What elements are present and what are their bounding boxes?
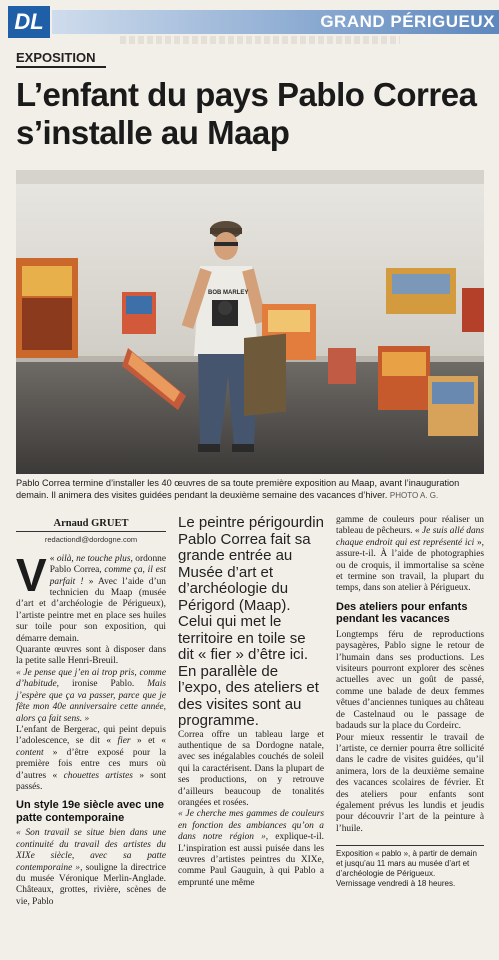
kicker: EXPOSITION — [16, 50, 96, 65]
dl-logo[interactable]: DL — [8, 6, 50, 38]
headline: L’enfant du pays Pablo Correa s’installe au Maap — [16, 76, 477, 151]
column-2 — [178, 515, 324, 889]
painting-mid — [328, 348, 356, 384]
info-box — [336, 845, 484, 889]
column-3 — [336, 515, 484, 889]
photo-credit: PHOTO A. G. — [389, 491, 439, 500]
exhibition-dates: Exposition « pablo », à partir de demain et jusqu’au 11 mars au musée d’art et d’archéologie de Périgueux. — [336, 849, 477, 879]
drop-cap: V — [16, 548, 47, 601]
author-name: Arnaud GRUET — [53, 518, 129, 529]
article-photo — [16, 170, 484, 474]
paragraph: L’enfant de Bergerac, qui peint depuis l’adolescence, se dit « fier » et « content » d’être exposé pour la première fois entre ces murs où d’autres « chouettes artistes » sont passés. — [16, 724, 166, 792]
column-1 — [16, 518, 166, 908]
painting-standing — [244, 334, 286, 416]
paragraph: Longtemps féru de reproductions paysagères, Pablo signe le retour de l’humain dans ses productions. Les visiteurs pourront explorer des scènes actuelles avec un goût de passé, comme une balade de deux femmes vêtues d’anciennes tuniques au château de Castelnaud ou le passage de badauds sur la place du Cordeirc. — [336, 629, 484, 732]
paragraph: Quarante œuvres sont à disposer dans la petite salle Henri-Breuil. — [16, 645, 166, 667]
photo-caption — [16, 477, 486, 502]
lead-paragraph: Le peintre périgourdin Pablo Correa fait sa grande entrée au Musée d’art et d’archéologie du Périgord (Maap). Celui qui met le territoire en toile se dit « fier » d’être ici. En parallèle de l’expo, des ateliers et des visites sont au programme. — [178, 514, 324, 729]
gallery-illustration — [16, 170, 484, 474]
painting-left-small — [122, 292, 156, 334]
caption-text: Pablo Correa termine d’installer les 40 œuvres de sa toute première exposition au Maap, avant l’inauguration demain. Il animera des visites guidées pendant la deuxième semaine des vacances d’hiver. — [16, 478, 460, 500]
vernissage-time: Vernissage vendredi à 18 heures. — [336, 879, 456, 889]
author-email[interactable]: redactiondl@dordogne.com — [44, 535, 138, 545]
paragraph: « Je cherche mes gammes de couleurs en fonction des ambiances qu’on a dans notre région », explique-t-il. L’inspiration est aussi puisée dans les œuvres d’artistes peintres du XIXe, comme Paul Gauguin, à qui Pablo a emprunté une même — [178, 809, 324, 888]
subhead-style: Un style 19e siècle avec une patte contemporaine — [16, 799, 164, 824]
masthead — [0, 0, 499, 44]
paragraph: « Son travail se situe bien dans une continuité du travail des artistes du XIXe siècle, avec sa patte contemporaine », souligne la directrice du musée Véronique Merlin-Anglade. Châteaux, grottes, rivière, scènes de vie, Pablo — [16, 828, 166, 907]
kicker-rule — [16, 66, 106, 68]
paragraph: Correa offre un tableau large et authentique de sa Dordogne natale, avec ses inégalables couchés de soleil qui la caractérisent. Dans la plupart de ses productions, on y retrouve d’ailleurs beaucoup de tonalités orangées et rosées. — [178, 729, 324, 808]
subhead-workshops: Des ateliers pour enfants pendant les vacances — [336, 600, 468, 626]
paragraph: gamme de couleurs pour réaliser un tableau de pêcheurs. « Je suis allé dans chaque endroit qui est représenté ici », assure-t-il. À l’aide de photographies ou de croquis, il immortalise sa scène et termine son travail, la plupart du temps, dans son atelier à Périgueux. — [336, 515, 485, 594]
tshirt-text: BOB MARLEY — [208, 290, 249, 296]
paragraph: « Je pense que j’en ai trop pris, comme d’habitude, ironise Pablo. Mais j’espère que ça va passer, parce que je fête mon 40e anniversaire cette année, alors ça fait sens. » — [16, 667, 166, 724]
show-through-text — [120, 36, 400, 44]
paragraph: Pour mieux ressentir le travail de l’artiste, ce dernier pourra être sollicité dans le cadre de visites guidées, qu’il animera, lors de la deuxième semaine des vacances scolaires de février. Et des ateliers pour enfants sont également prévus les lundis et jeudis pour découvrir l’art de la peinture à l’huile. — [336, 732, 484, 834]
paragraph: V « oilà, ne touche plus, ordonne Pablo Correa, comme ça, il est parfait ! » Avec l’aide d’un technicien du Maap (musée d’art et d’archéologie de Périgueux), l’artiste peintre met en place ses huiles sur toile pour son exposition, qui démarre demain. — [16, 548, 166, 644]
byline-rule — [16, 531, 166, 532]
section-title: GRAND PÉRIGUEUX — [320, 12, 495, 31]
painting-left-large — [16, 258, 78, 358]
info-rule — [336, 845, 484, 846]
